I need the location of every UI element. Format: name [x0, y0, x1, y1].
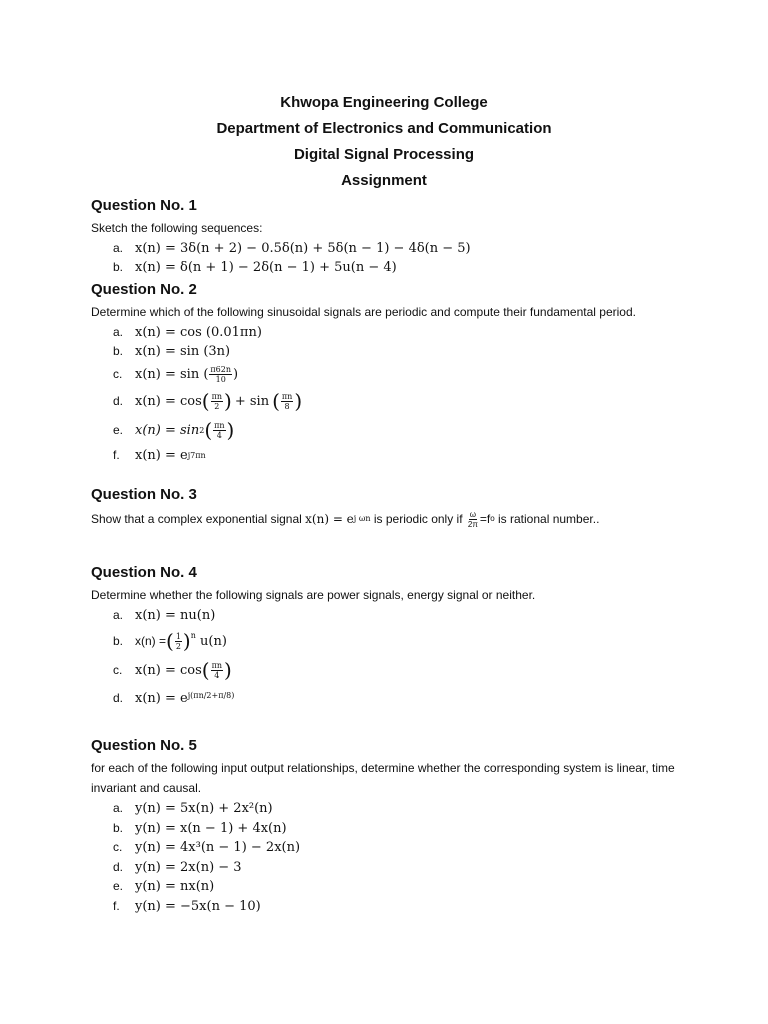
question-1-prompt: Sketch the following sequences:: [91, 221, 263, 235]
question-5-item-b: [113, 818, 287, 838]
equation: [135, 691, 234, 706]
item-label: d.: [113, 394, 124, 408]
statement-text: Show that a complex exponential signal: [91, 512, 302, 526]
fraction-numerator: πn: [214, 420, 225, 430]
statement-equation: x(n) = e: [305, 512, 354, 526]
equation-prefix: x(n) = e: [135, 690, 188, 706]
fraction-denominator: 4: [214, 670, 220, 680]
fraction-denominator: 8: [284, 401, 290, 411]
question-5-prompt: for each of the following input output relationships, determine whether the corresponding system is linear, time invariant and causal.: [91, 761, 675, 795]
item-label: c.: [113, 663, 123, 677]
equation: [135, 365, 238, 384]
equation-prefix: x(n) = sin (: [135, 366, 209, 382]
equation-suffix: u(n): [200, 633, 227, 649]
question-4-prompt: Determine whether the following signals are power signals, energy signal or neither.: [91, 588, 536, 602]
fraction-denominator: 10: [215, 374, 226, 384]
department-name: Department of Electronics and Communication: [216, 120, 552, 137]
equation: x(n) = sin 2 ( $\frac{\pi n}{4}$ ): [135, 418, 235, 442]
fraction-numerator: πn: [211, 660, 223, 670]
item-label: c.: [113, 840, 123, 854]
fraction-denominator: 2: [175, 641, 181, 651]
equation: x(n) = nu(n): [135, 607, 216, 623]
question-2-item-a: [113, 322, 262, 342]
item-label: b.: [113, 344, 124, 358]
question-2-item-b: [113, 341, 230, 361]
statement-text: =f: [479, 512, 491, 526]
subject-name: Digital Signal Processing: [293, 146, 475, 163]
fraction-numerator: ω: [469, 509, 477, 519]
question-5-item-e: [113, 876, 214, 896]
equation: y(n) = x(n − 1) + 4x(n): [135, 820, 287, 836]
fraction-numerator: πn: [281, 391, 293, 401]
item-label: f.: [113, 448, 120, 462]
equation: x(n) = cos ( $\frac{\pi n}{2}$ ) + sin ( $\frac{\pi n}{8}$ ): [135, 389, 303, 413]
item-label: a.: [113, 801, 124, 815]
fraction: [281, 392, 293, 411]
item-label: d.: [113, 860, 124, 874]
equation: y(n) = 4x³(n − 1) − 2x(n): [135, 839, 301, 855]
question-2-title: Question No. 2: [91, 281, 197, 298]
equation: x(n) = ( $\frac{1}{2}$ ) $^n$ u(n): [135, 629, 227, 653]
fraction-denominator: 2π: [467, 519, 478, 529]
item-label: f.: [113, 899, 120, 913]
item-label: c.: [113, 367, 123, 381]
item-label: b.: [113, 634, 124, 648]
fraction: [467, 510, 479, 529]
equation: y(n) = 5x(n) + 2x²(n): [135, 800, 273, 816]
equation: x(n) = 3δ(n + 2) − 0.5δ(n) + 5δ(n − 1) − 4δ(n − 5): [135, 240, 471, 256]
fraction-numerator: 1: [175, 631, 181, 641]
equation: y(n) = 2x(n) − 3: [135, 859, 242, 875]
equation: x(n) = sin (3n): [135, 343, 231, 359]
fraction: [209, 365, 232, 384]
subscript: o: [490, 514, 495, 523]
question-3-title: Question No. 3: [91, 486, 197, 503]
superscript: 2: [199, 425, 205, 435]
fraction-denominator: 2: [214, 401, 220, 411]
college-name: Khwopa Engineering College: [280, 94, 488, 111]
equation: y(n) = nx(n): [135, 878, 215, 894]
superscript: j ωn: [353, 514, 371, 523]
item-label: e.: [113, 423, 124, 437]
question-2-prompt: Determine which of the following sinusoidal signals are periodic and compute their fundamental period.: [91, 305, 636, 319]
superscript: j7πn: [187, 450, 206, 460]
fraction: [213, 421, 225, 440]
question-3-statement: [91, 509, 691, 529]
question-5-item-f: [113, 896, 261, 916]
equation-prefix: x(n) = cos: [135, 393, 202, 409]
question-2-item-f: [113, 445, 206, 465]
question-4-title: Question No. 4: [91, 564, 197, 581]
fraction-denominator: 4: [216, 430, 222, 440]
item-label: a.: [113, 608, 124, 622]
fraction-numerator: πn: [211, 391, 223, 401]
question-1-item-a: [113, 238, 471, 258]
item-label: d.: [113, 691, 124, 705]
equation-prefix: x(n) = cos: [135, 662, 202, 678]
equation-prefix: x(n) = sin: [135, 422, 200, 438]
equation: x(n) = δ(n + 1) − 2δ(n − 1) + 5u(n − 4): [135, 259, 397, 275]
equation-suffix: ): [233, 366, 239, 382]
question-2-item-e: [113, 420, 234, 440]
item-label: b.: [113, 821, 124, 835]
question-1-title: Question No. 1: [91, 197, 197, 214]
question-1-item-b: [113, 257, 397, 277]
equation: y(n) = −5x(n − 10): [135, 898, 261, 914]
statement-text: is rational number..: [498, 512, 600, 526]
superscript: j(πn/2+π/8): [187, 690, 235, 700]
item-label: e.: [113, 879, 124, 893]
question-2-item-d: [113, 391, 302, 411]
question-4-item-c: [113, 660, 232, 680]
fraction: [211, 661, 223, 680]
question-4-item-b: [113, 631, 227, 651]
document-type: Assignment: [341, 172, 427, 189]
item-label: a.: [113, 325, 124, 339]
fraction: [175, 632, 182, 651]
equation: x(n) = cos (0.01πn): [135, 324, 262, 340]
equation: [135, 448, 206, 463]
fraction: [211, 392, 223, 411]
equation-prefix: x(n) = e: [135, 447, 188, 463]
question-4-item-a: [113, 605, 215, 625]
question-5-item-d: [113, 857, 242, 877]
question-5-title: Question No. 5: [91, 737, 197, 754]
statement-text: is periodic only if: [373, 512, 463, 526]
question-5-item-a: [113, 798, 273, 818]
equation: x(n) = cos ( $\frac{\pi n}{4}$ ): [135, 658, 232, 682]
fraction-numerator: π62n: [210, 364, 232, 374]
question-4-item-d: [113, 688, 234, 708]
question-2-item-c: [113, 364, 238, 384]
item-label: b.: [113, 260, 124, 274]
question-5-item-c: [113, 837, 300, 857]
equation-middle: + sin: [234, 393, 270, 409]
equation-prefix: x(n) =: [135, 634, 167, 648]
superscript: n: [190, 631, 196, 640]
item-label: a.: [113, 241, 124, 255]
